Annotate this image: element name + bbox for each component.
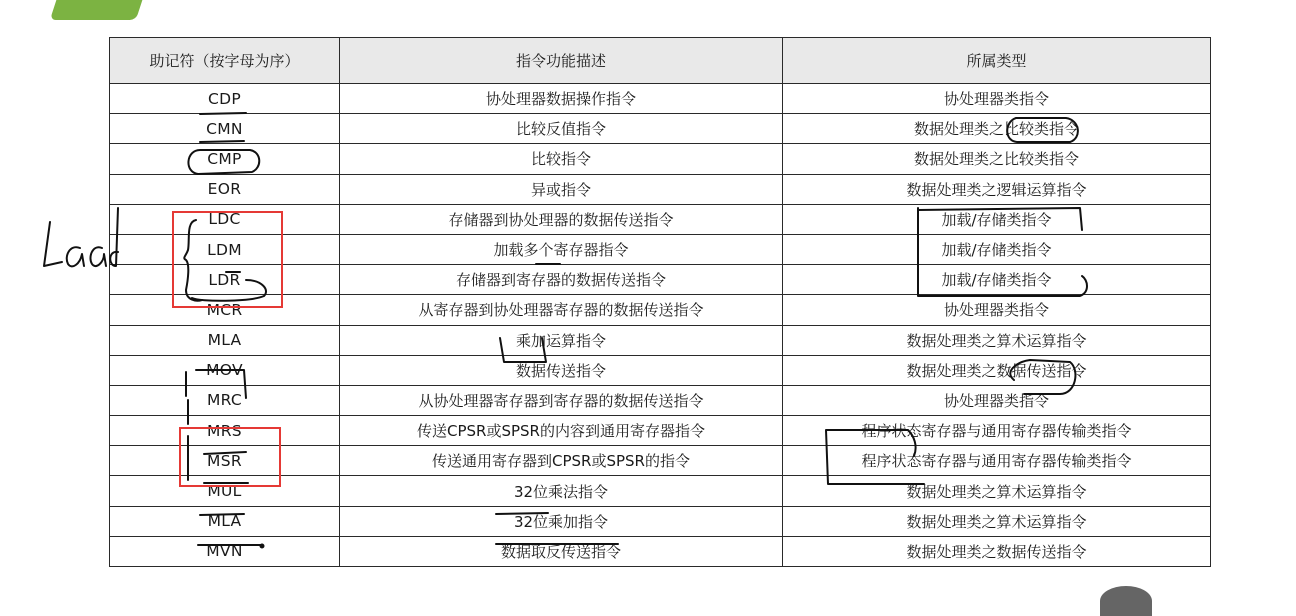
table-row <box>110 355 1211 385</box>
mnemonic-cell: EOR <box>110 174 340 204</box>
description-cell: 32位乘加指令 <box>340 506 783 536</box>
instruction-table-wrapper <box>109 37 1210 584</box>
table-row <box>110 446 1211 476</box>
description-cell: 从协处理器寄存器到寄存器的数据传送指令 <box>340 385 783 415</box>
description-cell: 数据取反传送指令 <box>340 536 783 566</box>
mnemonic-cell: MLA <box>110 506 340 536</box>
type-cell: 加载/存储类指令 <box>783 204 1211 234</box>
description-cell: 存储器到寄存器的数据传送指令 <box>340 265 783 295</box>
type-cell: 数据处理类之算术运算指令 <box>783 506 1211 536</box>
table-row <box>110 325 1211 355</box>
table-header-row <box>110 38 1211 84</box>
type-cell: 数据处理类之逻辑运算指令 <box>783 174 1211 204</box>
type-cell: 程序状态寄存器与通用寄存器传输类指令 <box>783 416 1211 446</box>
type-cell: 协处理器类指令 <box>783 84 1211 114</box>
mnemonic-cell: CMN <box>110 114 340 144</box>
type-cell: 数据处理类之数据传送指令 <box>783 536 1211 566</box>
description-cell: 传送CPSR或SPSR的内容到通用寄存器指令 <box>340 416 783 446</box>
mnemonic-cell: MVN <box>110 536 340 566</box>
header-description: 指令功能描述 <box>340 38 783 84</box>
handwritten-load-text <box>44 208 118 266</box>
table-row <box>110 416 1211 446</box>
type-cell: 协处理器类指令 <box>783 385 1211 415</box>
type-cell: 数据处理类之算术运算指令 <box>783 476 1211 506</box>
description-cell: 传送通用寄存器到CPSR或SPSR的指令 <box>340 446 783 476</box>
table-row <box>110 204 1211 234</box>
mnemonic-cell: LDC <box>110 204 340 234</box>
type-cell: 数据处理类之算术运算指令 <box>783 325 1211 355</box>
description-cell: 存储器到协处理器的数据传送指令 <box>340 204 783 234</box>
table-row <box>110 536 1211 566</box>
table-row <box>110 265 1211 295</box>
slide-corner-tab <box>50 0 152 20</box>
description-cell: 乘加运算指令 <box>340 325 783 355</box>
table-row <box>110 295 1211 325</box>
mnemonic-cell: MLA <box>110 325 340 355</box>
header-type: 所属类型 <box>783 38 1211 84</box>
type-cell: 数据处理类之比较类指令 <box>783 144 1211 174</box>
mnemonic-cell: MSR <box>110 446 340 476</box>
table-row <box>110 144 1211 174</box>
type-cell: 加载/存储类指令 <box>783 234 1211 264</box>
description-cell: 数据传送指令 <box>340 355 783 385</box>
type-cell: 数据处理类之比较类指令 <box>783 114 1211 144</box>
table-row <box>110 84 1211 114</box>
description-cell: 加载多个寄存器指令 <box>340 234 783 264</box>
mnemonic-cell: CDP <box>110 84 340 114</box>
description-cell: 从寄存器到协处理器寄存器的数据传送指令 <box>340 295 783 325</box>
description-cell: 32位乘法指令 <box>340 476 783 506</box>
mnemonic-cell: LDM <box>110 234 340 264</box>
description-cell: 协处理器数据操作指令 <box>340 84 783 114</box>
type-cell: 加载/存储类指令 <box>783 265 1211 295</box>
mnemonic-cell: CMP <box>110 144 340 174</box>
description-cell: 异或指令 <box>340 174 783 204</box>
header-mnemonic: 助记符（按字母为序） <box>110 38 340 84</box>
mnemonic-cell: MCR <box>110 295 340 325</box>
mnemonic-cell: MRS <box>110 416 340 446</box>
table-row <box>110 476 1211 506</box>
mnemonic-cell: MRC <box>110 385 340 415</box>
type-cell: 协处理器类指令 <box>783 295 1211 325</box>
mnemonic-cell: MOV <box>110 355 340 385</box>
table-row <box>110 506 1211 536</box>
mnemonic-cell: MUL <box>110 476 340 506</box>
presenter-avatar-edge <box>1100 586 1152 616</box>
type-cell: 数据处理类之数据传送指令 <box>783 355 1211 385</box>
type-cell: 程序状态寄存器与通用寄存器传输类指令 <box>783 446 1211 476</box>
description-cell: 比较反值指令 <box>340 114 783 144</box>
table-row <box>110 234 1211 264</box>
table-row <box>110 385 1211 415</box>
arm-instruction-table <box>109 37 1211 567</box>
table-row <box>110 174 1211 204</box>
description-cell: 比较指令 <box>340 144 783 174</box>
mnemonic-cell: LDR <box>110 265 340 295</box>
table-row <box>110 114 1211 144</box>
